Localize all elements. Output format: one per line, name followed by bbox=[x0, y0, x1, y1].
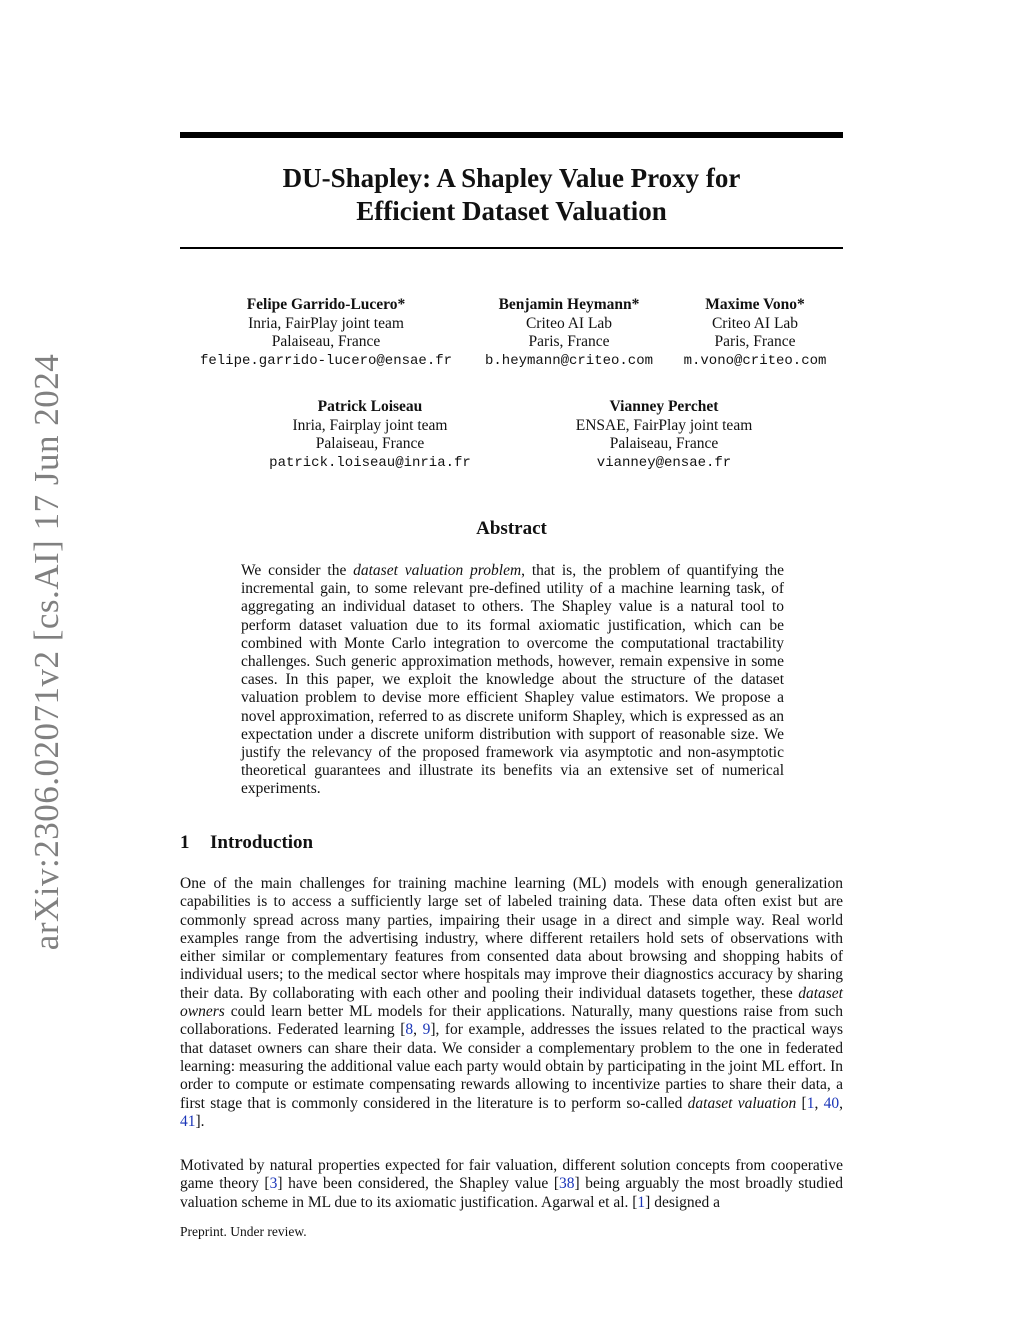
title-line-1: DU-Shapley: A Shapley Value Proxy for bbox=[282, 163, 741, 193]
citation-link[interactable]: 3 bbox=[269, 1175, 278, 1193]
text-run: , bbox=[814, 1094, 824, 1112]
text-run: ] being arguably the most broadly studied valuation scheme in ML due to its axiomatic justification. Agarwal et al. [ bbox=[180, 1175, 843, 1211]
abstract-text-rest: , that is, the problem of quantifying the incremental gain, to some relevant pre-defined utility of a machine learning task, of aggregating an individual dataset to others. The Shapley value is a natural tool to perform dataset valuation due to its formal axiomatic justification, which can be combined with Monte Carlo integration to overcome the computational tractability challenges. Such generic approximation methods, however, remain expensive in some cases. In this paper, we exploit the knowledge about the structure of the dataset valuation problem to devise more efficient Shapley value estimators. We propose a novel approximation, referred to as discrete uniform Shapley, which is expressed as an expectation under a discrete uniform distribution with support of reasonable size. We justify the relevancy of the proposed framework via asymptotic and non-asymptotic theoretical guarantees and illustrate its benefits via an extensive set of numerical experiments. bbox=[241, 562, 784, 798]
abstract-heading: Abstract bbox=[476, 518, 547, 539]
author-affiliation: ENSAE, FairPlay joint team bbox=[575, 416, 753, 434]
citation-link[interactable]: 8 bbox=[405, 1021, 414, 1039]
author-affiliation: Criteo AI Lab bbox=[525, 314, 613, 332]
citation-link[interactable]: 40 bbox=[823, 1094, 840, 1112]
author-block-5 bbox=[576, 398, 753, 472]
author-email[interactable]: m.vono@criteo.com bbox=[683, 352, 827, 369]
text-run: , bbox=[413, 1021, 423, 1039]
abstract-emphasis: dataset valuation problem bbox=[353, 562, 522, 579]
author-name: Benjamin Heymann* bbox=[498, 296, 640, 313]
citation-link[interactable]: 1 bbox=[806, 1094, 815, 1112]
citation-link[interactable]: 1 bbox=[637, 1193, 646, 1211]
title-line-2: Efficient Dataset Valuation bbox=[356, 196, 667, 226]
text-run: ] designed a bbox=[645, 1193, 721, 1211]
intro-paragraph-1 bbox=[180, 875, 843, 1131]
section-heading-introduction bbox=[180, 832, 313, 854]
abstract-text-start: We consider the bbox=[241, 562, 354, 579]
text-run: ], for example, addresses the issues related to the practical ways that dataset owners can share their data. We consider a complementary problem to the one in federated learning: measuring the additional value each party would obtain by participating in the joint ML effort. In order to compute or estimate compensating rewards allowing to incentivize parties to share their data, a first stage that is commonly considered in the literature is to perform so-called bbox=[180, 1021, 843, 1112]
abstract-text bbox=[241, 562, 784, 799]
text-run: ] have been considered, the Shapley value [ bbox=[277, 1175, 559, 1193]
author-name: Vianney Perchet bbox=[609, 398, 719, 415]
author-location: Paris, France bbox=[714, 333, 796, 350]
author-email[interactable]: vianney@ensae.fr bbox=[596, 454, 732, 471]
author-block-1 bbox=[200, 296, 452, 370]
author-location: Palaiseau, France bbox=[609, 435, 719, 452]
citation-link[interactable]: 38 bbox=[559, 1175, 575, 1193]
author-affiliation: Inria, Fairplay joint team bbox=[292, 416, 448, 434]
intro-paragraph-2 bbox=[180, 1157, 843, 1212]
author-location: Paris, France bbox=[528, 333, 610, 350]
author-name: Patrick Loiseau bbox=[317, 398, 423, 415]
section-title: Introduction bbox=[210, 832, 314, 853]
emphasis-dataset-owners: dataset owners bbox=[180, 984, 843, 1021]
author-email[interactable]: b.heymann@criteo.com bbox=[484, 352, 654, 369]
arxiv-identifier: arXiv:2306.02071v2 [cs.AI] 17 Jun 2024 bbox=[27, 353, 66, 951]
author-name: Felipe Garrido-Lucero* bbox=[246, 296, 406, 313]
author-affiliation: Criteo AI Lab bbox=[711, 314, 799, 332]
preprint-footer: Preprint. Under review. bbox=[180, 1224, 307, 1239]
author-block-3 bbox=[684, 296, 827, 370]
author-location: Palaiseau, France bbox=[271, 333, 381, 350]
emphasis-dataset-valuation: dataset valuation bbox=[687, 1094, 797, 1112]
text-run: Motivated by natural properties expected for fair valuation, different solution concepts from cooperative game theory [ bbox=[180, 1157, 843, 1193]
citation-link[interactable]: 41 bbox=[180, 1112, 196, 1130]
author-block-2 bbox=[485, 296, 653, 370]
title-top-rule bbox=[180, 132, 843, 138]
author-affiliation: Inria, FairPlay joint team bbox=[248, 314, 404, 332]
author-email[interactable]: patrick.loiseau@inria.fr bbox=[269, 454, 471, 471]
author-name: Maxime Vono* bbox=[705, 296, 805, 313]
paper-title bbox=[180, 162, 843, 228]
text-run: ]. bbox=[195, 1112, 205, 1130]
author-location: Palaiseau, France bbox=[315, 435, 425, 452]
text-run: [ bbox=[796, 1094, 807, 1112]
text-run: , bbox=[839, 1094, 843, 1112]
author-block-4 bbox=[269, 398, 471, 472]
text-run: One of the main challenges for training machine learning (ML) models with enough generalization capabilities is to access a sufficiently large set of labeled training data. These data often exist but are commonly spread across many parties, impairing their usage in a direct and simple way. Real world examples range from the advertising industry, where different retailers hold sets of observations with either similar or complementary features from consented data about browsing and shopping habits of individual users; to the medical sector where hospitals may improve their diagnostics accuracy by sharing their data. By collaborating with each other and pooling their individual datasets together, these bbox=[180, 875, 843, 1002]
citation-link[interactable]: 9 bbox=[422, 1021, 431, 1039]
title-bottom-rule bbox=[180, 247, 843, 249]
author-email[interactable]: felipe.garrido-lucero@ensae.fr bbox=[199, 352, 453, 369]
text-run: could learn better ML models for their applications. Naturally, many questions raise from such collaborations. Federated learning [ bbox=[180, 1003, 843, 1039]
section-number: 1 bbox=[180, 832, 190, 853]
